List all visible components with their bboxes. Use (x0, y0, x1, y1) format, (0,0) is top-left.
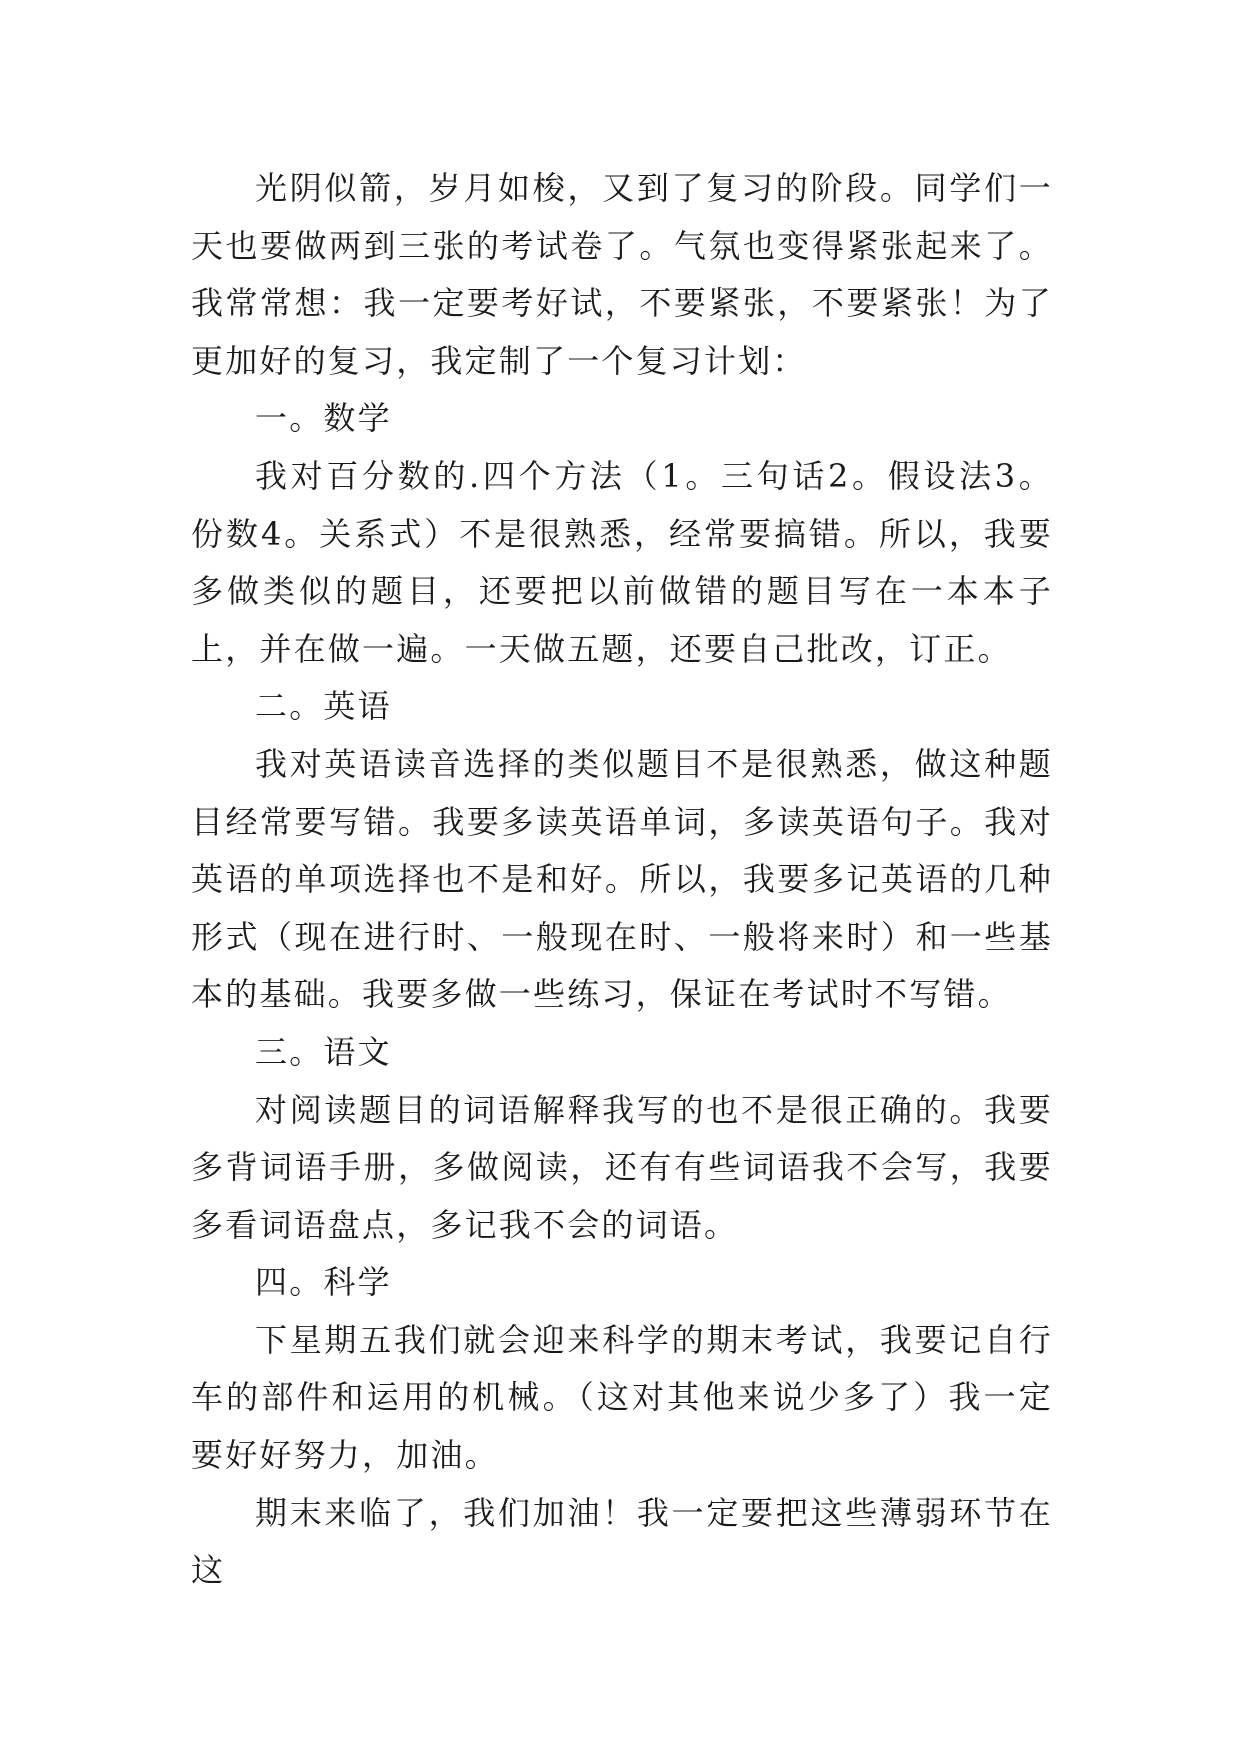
section-heading-science: 四。科学 (255, 1263, 392, 1302)
section-body-chinese: 对阅读题目的词语解释我写的也不是很正确的。我要多背词语手册，多做阅读，还有有些词语我不会写，我要多看词语盘点，多记我不会的词语。 (191, 1090, 1053, 1244)
document-body (191, 160, 1053, 1600)
section-heading-chinese: 三。语文 (255, 1032, 392, 1071)
section-body-math: 我对百分数的.四个方法（1。三句话2。假设法3。份数4。关系式）不是很熟悉，经常要搞错。所以，我要多做类似的题目，还要把以前做错的题目写在一本本子上，并在做一遍。一天做五题，还要自己批改，订正。 (191, 456, 1053, 668)
section-heading-math: 一。数学 (255, 399, 392, 438)
section-heading-english: 二。英语 (255, 687, 392, 726)
section-body-english: 我对英语读音选择的类似题目不是很熟悉，做这种题目经常要写错。我要多读英语单词，多读英语句子。我对英语的单项选择也不是和好。所以，我要多记英语的几种形式（现在进行时、一般现在时、一般将来时）和一些基本的基础。我要多做一些练习，保证在考试时不写错。 (191, 744, 1053, 1014)
closing-paragraph: 期末来临了，我们加油！我一定要把这些薄弱环节在这 (191, 1493, 1053, 1590)
section-body-science: 下星期五我们就会迎来科学的期末考试，我要记自行车的部件和运用的机械。（这对其他来说少多了）我一定要好好努力，加油。 (191, 1320, 1053, 1475)
intro-paragraph: 光阴似箭，岁月如梭，又到了复习的阶段。同学们一天也要做两到三张的考试卷了。气氛也变得紧张起来了。我常常想：我一定要考好试，不要紧张，不要紧张！为了更加好的复习，我定制了一个复习计划： (191, 169, 1053, 380)
